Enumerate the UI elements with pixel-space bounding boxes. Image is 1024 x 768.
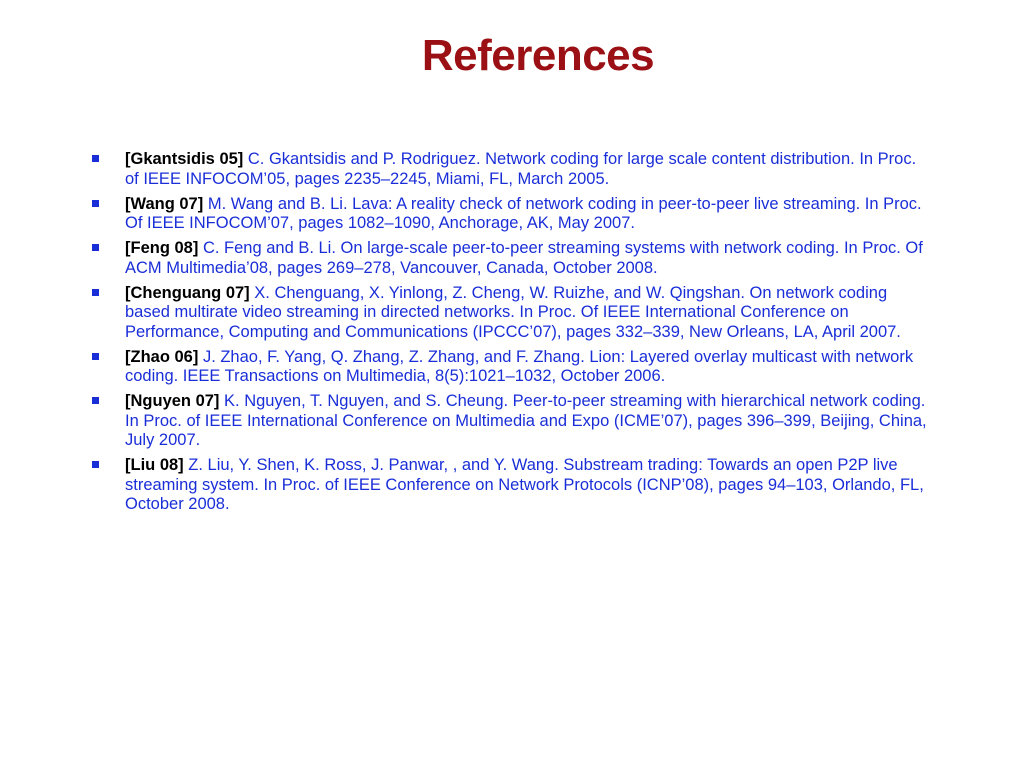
reference-text: K. Nguyen, T. Nguyen, and S. Cheung. Peer-to-peer streaming with hierarchical network coding. In Proc. of IEEE International Conference on Multimedia and Expo (ICME’07), pages 396–399, Beijing, China, July 2007. [125,392,927,449]
square-bullet-icon [92,155,99,162]
square-bullet-icon [92,289,99,296]
reference-text: C. Gkantsidis and P. Rodriguez. Network coding for large scale content distribution. In Proc. of IEEE INFOCOM’05, pages 2235–2245, Miami, FL, March 2005. [125,150,917,188]
reference-key: [Wang 07] [125,194,204,213]
reference-key: [Feng 08] [125,239,199,257]
reference-key: [Chenguang 07] [125,283,250,302]
reference-text: Z. Liu, Y. Shen, K. Ross, J. Panwar, , and Y. Wang. Substream trading: Towards an open P2P live streaming system. In Proc. of IEEE Conference on Network Protocols (ICNP’08), pages 94–103, Orlando, FL, October 2008. [125,456,924,513]
square-bullet-icon [92,461,99,468]
reference-item [92,150,932,189]
reference-text: J. Zhao, F. Yang, Q. Zhang, Z. Zhang, and F. Zhang. Lion: Layered overlay multicast with network coding. IEEE Transactions on Multimedia, 8(5):1021–1032, October 2006. [125,347,914,385]
reference-text: X. Chenguang, X. Yinlong, Z. Cheng, W. Ruizhe, and W. Qingshan. On network coding based multirate video streaming in directed networks. In Proc. Of IEEE International Conference on Performance, Computing and Communications (IPCCC’07), pages 332–339, New Orleans, LA, April 2007. [125,283,901,341]
reference-item [92,456,932,515]
reference-key: [Liu 08] [125,456,184,474]
square-bullet-icon [92,353,99,360]
reference-list [92,150,932,520]
reference-key: [Zhao 06] [125,347,199,366]
reference-item [92,392,932,451]
reference-text: C. Feng and B. Li. On large-scale peer-to-peer streaming systems with network coding. In Proc. Of ACM Multimedia’08, pages 269–278, Vancouver, Canada, October 2008. [125,239,923,277]
reference-item [92,284,932,343]
page-title: References [421,31,655,80]
reference-text: M. Wang and B. Li. Lava: A reality check of network coding in peer-to-peer live streaming. In Proc. Of IEEE INFOCOM’07, pages 1082–1090, Anchorage, AK, May 2007. [125,194,922,232]
square-bullet-icon [92,397,99,404]
square-bullet-icon [92,244,99,251]
reference-key: [Nguyen 07] [125,392,220,410]
reference-key: [Gkantsidis 05] [125,150,244,168]
reference-item [92,239,932,278]
reference-item [92,195,932,234]
square-bullet-icon [92,200,99,207]
reference-item [92,348,932,387]
